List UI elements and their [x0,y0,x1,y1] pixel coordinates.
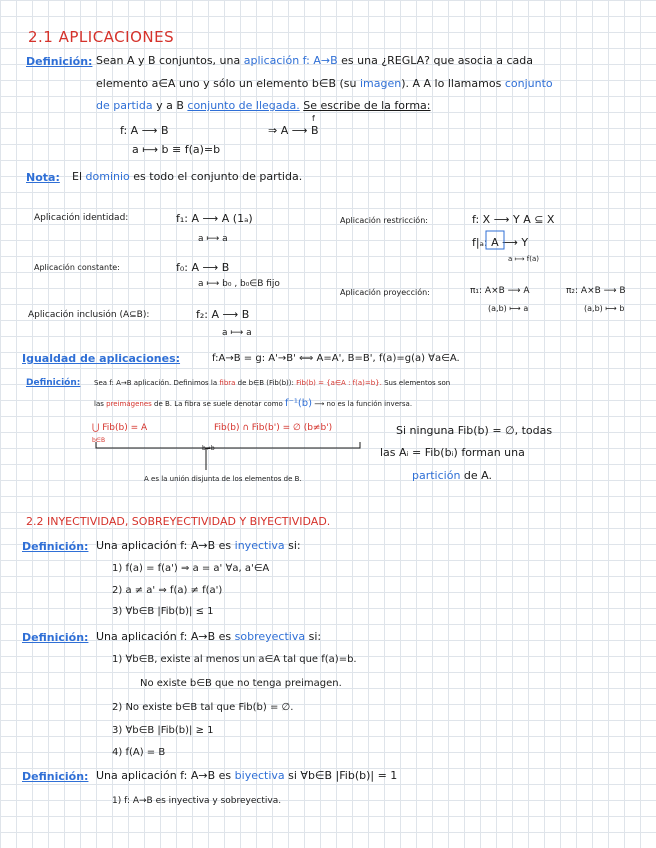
app-restriccion-element: a ⟼ f(a) [508,255,539,263]
igualdad-label: Igualdad de aplicaciones: [22,352,181,365]
text: ⟶ no es la función inversa. [314,400,413,408]
formula-map: f: A ⟶ B [120,124,169,137]
sobreyectiva-condition-2: 2) No existe b∈B tal que Fib(b) = ∅. [112,702,294,713]
fibra-notation: f⁻¹(b) [285,398,313,409]
app-proyeccion-label: Aplicación proyección: [340,288,430,297]
term-inyectiva: inyectiva [234,539,285,552]
biyectiva-condition-1: 1) f: A→B es inyectiva y sobreyectiva. [112,796,282,806]
term-conjunto: conjunto [504,77,553,90]
formula-map-f-label: f [312,114,315,123]
sobreyectiva-condition-1b: No existe b∈B que no tenga preimagen. [140,678,342,689]
inyectiva-definition-text [96,540,301,551]
fibra-union: ⋃ Fib(b) = A [92,423,148,433]
app-identidad-map: f₁: A ⟶ A (1ₐ) [176,212,253,225]
section-title-aplicaciones: 2.1 APLICACIONES [28,28,175,46]
term-biyectiva: biyectiva [234,769,285,782]
text: las [94,400,104,408]
text: El [72,170,83,183]
app-proyeccion-1-element: (a,b) ⟼ a [488,304,529,313]
term-conjunto-de-llegada: conjunto de llegada. [187,99,300,112]
text: si: [288,539,301,552]
sobreyectiva-definition-text [96,631,321,642]
text: Sus elementos son [384,379,451,387]
app-inclusion-map: f₂: A ⟶ B [196,308,250,321]
inyectiva-definition-label: Definición: [22,540,89,553]
formula-element: a ⟼ b ≡ f(a)=b [132,143,221,156]
fibra-formula: Fib(b) = {a∈A : f(a)=b}. [296,379,382,387]
app-inclusion-element: a ⟼ a [222,328,252,338]
sobreyectiva-definition-label: Definición: [22,631,89,644]
note-label: Nota: [26,171,60,184]
term-dominio: dominio [85,170,130,183]
sobreyectiva-condition-1: 1) ∀b∈B, existe al menos un a∈A tal que f(a)=b. [112,654,357,665]
term-particion: partición [412,469,461,482]
app-constante-label: Aplicación constante: [34,263,120,272]
definition-text-line-1 [96,55,533,66]
text: de b∈B (Fib(b)): [237,379,294,387]
note-text [72,171,302,182]
fibra-brace [96,442,360,448]
app-constante-element: a ⟼ b₀ , b₀∈B fijo [198,279,280,289]
app-restriccion-restricted-map: f|ₐ: A ⟶ Y [472,236,529,249]
app-proyeccion-2-element: (a,b) ⟼ b [584,304,625,313]
term-imagen: imagen [359,77,402,90]
term-de-partida: de partida [96,99,153,112]
section-title-inyectividad: 2.2 INYECTIVIDAD, SOBREYECTIVIDAD Y BIYECTIVIDAD. [26,515,331,528]
text: elemento a∈A uno y sólo un elemento b∈B (su [96,77,357,90]
text: Una aplicación f: A→B es [96,539,232,552]
app-constante-map: f₀: A ⟶ B [176,261,230,274]
term-sobreyectiva: sobreyectiva [234,630,306,643]
app-restriccion-label: Aplicación restricción: [340,216,428,225]
sobreyectiva-condition-4: 4) f(A) = B [112,747,166,758]
inyectiva-condition-1: 1) f(a) = f(a') ⇒ a = a' ∀a, a'∈A [112,563,270,574]
term-fibra: fibra [219,379,236,387]
text: Sea f: A→B aplicación. Definimos la [94,379,218,387]
particion-line-2: las Aᵢ = Fib(bᵢ) forman una [380,446,525,459]
text: es una ¿REGLA? que asocia a cada [341,54,534,67]
fibra-definition-label: Definición: [26,378,81,388]
biyectiva-definition-label: Definición: [22,770,89,783]
particion-line-1: Si ninguna Fib(b) = ∅, todas [396,424,553,437]
app-identidad-label: Aplicación identidad: [34,213,129,223]
app-identidad-element: a ⟼ a [198,234,228,244]
app-restriccion-map: f: X ⟶ Y A ⊆ X [472,213,555,226]
term-aplicacion: aplicación f: A→B [243,54,338,67]
text: Una aplicación f: A→B es [96,630,232,643]
text: si ∀b∈B |Fib(b)| = 1 [288,769,398,782]
text: y a B [156,99,184,112]
term-preimagenes: preimágenes [106,400,152,408]
app-proyeccion-1-map: π₁: A×B ⟶ A [470,286,530,296]
text: si: [308,630,322,643]
app-inclusion-label: Aplicación inclusión (A⊆B): [28,310,150,320]
definition-text-line-3 [96,100,431,111]
sobreyectiva-condition-3: 3) ∀b∈B |Fib(b)| ≥ 1 [112,725,214,736]
fibra-union-subscript: b∈B [92,437,106,444]
text: es todo el conjunto de partida. [133,170,303,183]
definition-text-line-2 [96,78,553,89]
fibra-definition-line-2 [94,399,412,409]
text: ). A A lo llamamos [401,77,502,90]
fibra-brace-subscript: b≠b [202,445,215,452]
text: Se escribe de la forma: [303,99,431,112]
formula-map-arrow: ⇒ A ⟶ B [268,124,319,137]
fibra-brace-note: A es la unión disjunta de los elementos de B. [144,475,302,483]
app-proyeccion-2-map: π₂: A×B ⟶ B [566,286,626,296]
biyectiva-definition-text [96,770,397,781]
definition-label: Definición: [26,55,93,68]
text: Sean A y B conjuntos, una [96,54,241,67]
text: de B. La fibra se suele denotar como [154,400,283,408]
inyectiva-condition-3: 3) ∀b∈B |Fib(b)| ≤ 1 [112,606,214,617]
text: de A. [463,469,492,482]
particion-line-3 [412,470,492,481]
fibra-intersection: Fib(b) ∩ Fib(b') = ∅ (b≠b') [214,423,333,433]
inyectiva-condition-2: 2) a ≠ a' ⇒ f(a) ≠ f(a') [112,585,223,596]
igualdad-formula: f:A→B = g: A'→B' ⟺ A=A', B=B', f(a)=g(a) ∀a∈A. [212,353,460,364]
text: Una aplicación f: A→B es [96,769,232,782]
fibra-definition-line-1 [94,380,450,387]
